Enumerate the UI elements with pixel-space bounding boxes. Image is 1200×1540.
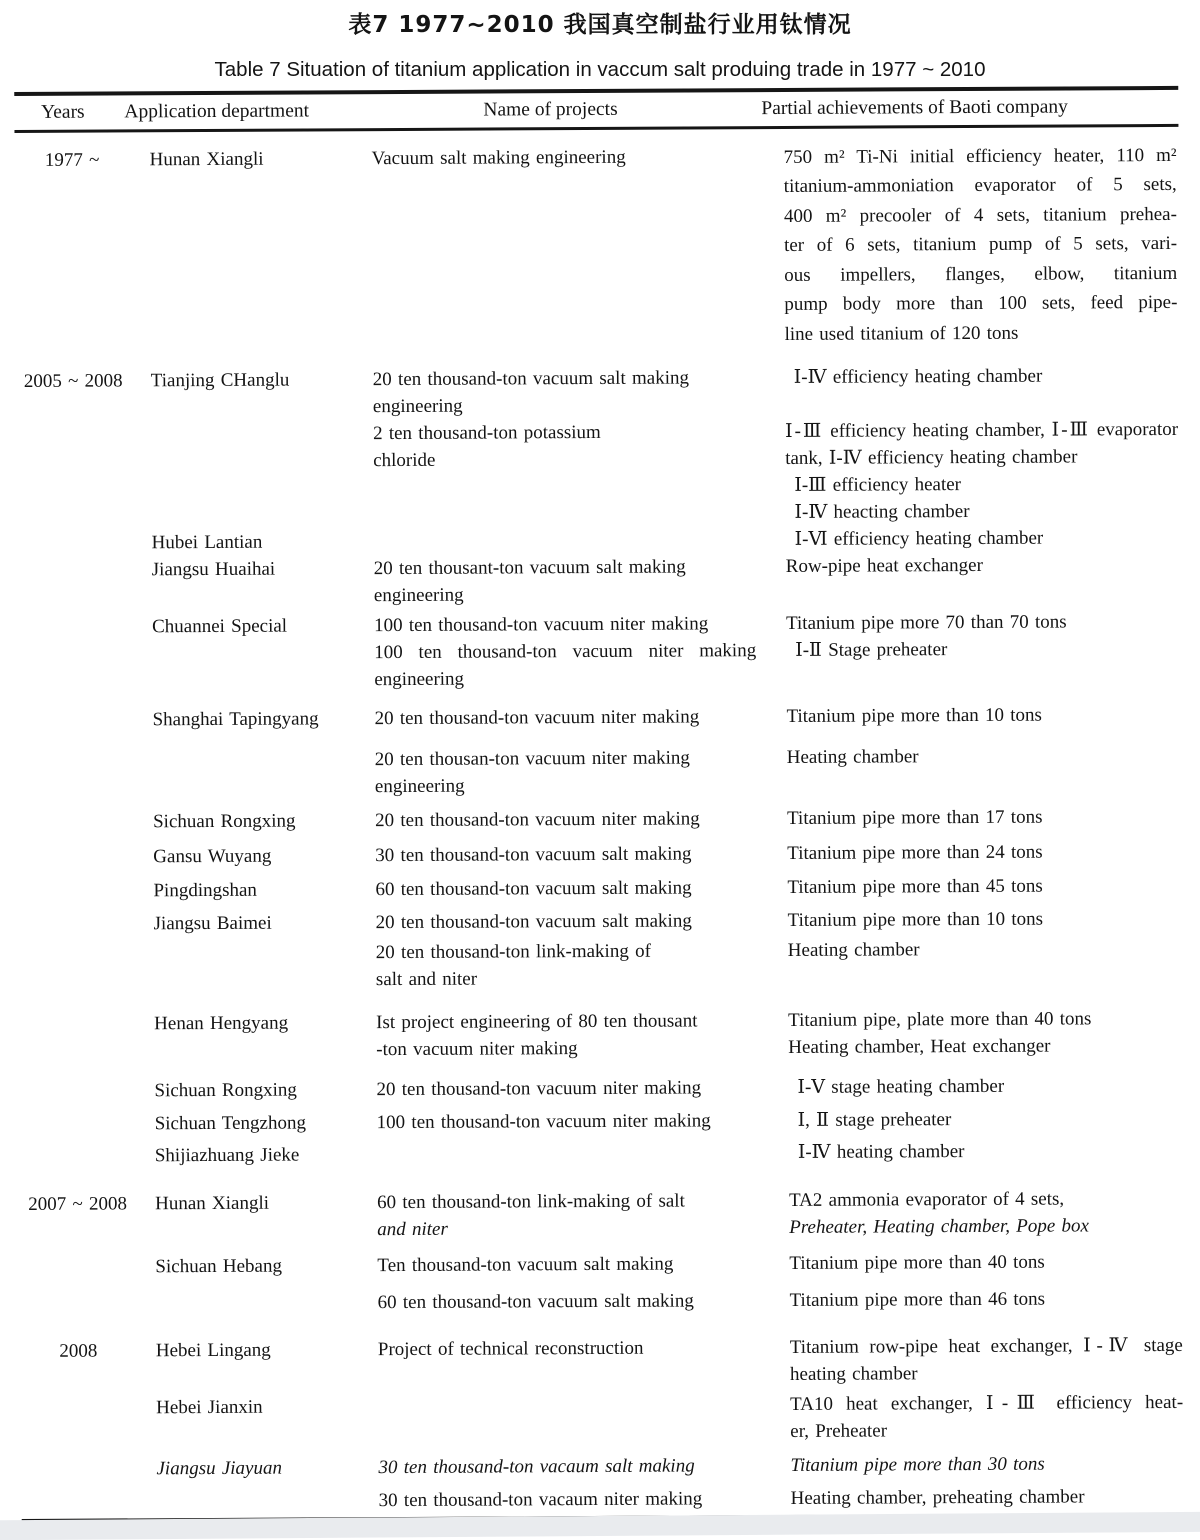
- projects-cell: [374, 610, 786, 639]
- table-row: [15, 140, 1180, 353]
- achievements-cell: [790, 1389, 1185, 1445]
- years-cell: [20, 1190, 155, 1245]
- achievement-line: Titanium pipe more than 10 tons: [787, 908, 1044, 931]
- achievement-line: Heating chamber: [787, 938, 920, 961]
- table-row: [22, 1483, 1186, 1516]
- department-cell: [153, 876, 375, 904]
- achievement-line: Titanium pipe more than 46 tons: [789, 1288, 1046, 1311]
- department-cell: [157, 1487, 379, 1515]
- achievements-cell: [786, 635, 1181, 691]
- years-cell: [20, 1253, 155, 1281]
- achievements-cell: [790, 1332, 1185, 1388]
- achievement-line: ous impellers, flanges, elbow, titanium: [784, 262, 1178, 286]
- achievements-cell: [788, 905, 1183, 934]
- column-header-department: Application department: [124, 100, 310, 123]
- project-line: 20 ten thousand-ton vacuum niter making: [376, 1077, 702, 1100]
- department-name: Sichuan Rongxing: [154, 1079, 297, 1101]
- achievement-line: Ⅰ-Ⅳ heacting chamber: [794, 500, 970, 523]
- project-line: and niter: [377, 1218, 448, 1240]
- achievement-line: Ⅰ-Ⅴ stage heating chamber: [797, 1075, 1005, 1098]
- department-cell: [155, 1109, 377, 1137]
- achievement-line: titanium-ammoniation evaporator of 5 sets,: [783, 174, 1177, 198]
- achievement-line: Ⅰ-Ⅱ Stage preheater: [795, 638, 948, 661]
- years-cell: [19, 1010, 154, 1065]
- achievements-cell: [789, 1137, 1184, 1166]
- achievement-line: 750 m² Ti-Ni initial efficiency heater, 110 m²: [783, 144, 1177, 168]
- achievements-cell: [790, 1450, 1185, 1479]
- projects-cell: [378, 1287, 790, 1316]
- department-cell: [155, 1252, 377, 1280]
- years-cell: [21, 1455, 156, 1483]
- achievements-cell: [788, 935, 1183, 991]
- project-line: engineering: [374, 775, 465, 797]
- achievement-line: 400 m² precooler of 4 sets, titanium prehea-: [783, 203, 1177, 227]
- achievement-line: heating chamber: [789, 1362, 918, 1385]
- project-line: 100 ten thousand-ton vacuum niter making: [376, 1110, 711, 1133]
- department-name: Henan Hengyang: [154, 1012, 289, 1034]
- table-body: [15, 140, 1186, 1515]
- achievement-line: line used titanium of 120 tons: [784, 322, 1019, 346]
- table-row: [16, 416, 1181, 530]
- table-row: [21, 1285, 1185, 1318]
- table-row: [20, 1137, 1184, 1170]
- department-cell: [152, 639, 374, 694]
- department-name: Hubei Lantian: [151, 531, 263, 553]
- achievement-line: Ⅰ-Ⅵ efficiency heating chamber: [794, 527, 1044, 550]
- project-line: 20 ten thousand-ton vacuum niter making: [374, 706, 700, 729]
- years-value: 2005 ~ 2008: [23, 370, 123, 392]
- department-cell: [154, 939, 376, 994]
- department-name: Sichuan Hebang: [155, 1255, 283, 1277]
- achievement-line: Heating chamber: [786, 745, 919, 768]
- achievements-cell: [785, 362, 1180, 418]
- achievements-cell: [786, 701, 1181, 730]
- projects-cell: [375, 874, 787, 903]
- project-line: 60 ten thousand-ton link-making of salt: [377, 1190, 685, 1213]
- years-cell: [21, 1394, 156, 1449]
- project-line: chloride: [373, 449, 436, 471]
- project-line: 100 ten thousand-ton vacuum niter making: [374, 639, 757, 663]
- achievement-line: Titanium pipe more than 17 tons: [787, 806, 1043, 829]
- department-cell: [151, 420, 374, 529]
- achievements-cell: [790, 1285, 1185, 1314]
- years-cell: [17, 529, 152, 557]
- department-cell: [152, 528, 374, 556]
- project-line: engineering: [372, 395, 463, 417]
- achievements-cell: [786, 524, 1181, 553]
- project-line: Ten thousand-ton vacuum salt making: [377, 1253, 674, 1276]
- department-name: Jiangsu Jiayuan: [156, 1457, 283, 1479]
- table-row: [18, 803, 1182, 836]
- years-value: 2007 ~ 2008: [28, 1193, 128, 1215]
- project-line: 2 ten thousand-ton potassium: [372, 421, 601, 444]
- projects-cell: [373, 364, 785, 420]
- table-row: [20, 1248, 1184, 1281]
- achievements-cell: [787, 742, 1182, 798]
- projects-cell: [377, 1139, 789, 1168]
- years-value: 2008: [59, 1340, 98, 1362]
- projects-cell: [378, 1334, 790, 1390]
- project-line: 20 ten thousan-ton vacuum niter making: [374, 747, 690, 770]
- achievements-cell: [787, 838, 1182, 867]
- department-name: Tianjing CHanglu: [150, 369, 290, 391]
- table-row: [20, 1105, 1184, 1138]
- column-header-achievements: Partial achievements of Baoti company: [761, 96, 1068, 120]
- achievement-line: Titanium pipe more than 45 tons: [787, 875, 1043, 898]
- department-cell: [156, 1289, 378, 1317]
- project-line: Ist project engineering of 80 ten thousant: [376, 1010, 698, 1033]
- years-cell: [15, 146, 151, 354]
- department-name: Shijiazhuang Jieke: [154, 1144, 300, 1166]
- department-name: Pingdingshan: [153, 879, 257, 901]
- project-line: 30 ten thousand-ton vacaum salt making: [378, 1455, 695, 1478]
- years-cell: [19, 910, 154, 938]
- achievement-line: Titanium pipe more 70 than 70 tons: [785, 611, 1067, 634]
- projects-cell: [374, 526, 786, 555]
- table-row: [18, 838, 1182, 871]
- project-line: 100 ten thousand-ton vacuum niter making: [373, 613, 709, 636]
- years-cell: [19, 940, 154, 995]
- achievement-line: TA10 heat exchanger, Ⅰ-Ⅲ efficiency heat-: [790, 1391, 1184, 1415]
- achievement-line: Titanium pipe more than 10 tons: [786, 704, 1042, 727]
- achievement-line: Ⅰ-Ⅲ efficiency heater: [794, 473, 962, 496]
- years-cell: [18, 843, 153, 871]
- achievements-cell: [789, 1185, 1184, 1241]
- column-header-projects: Name of projects: [483, 98, 618, 121]
- project-line: 20 ten thousand-ton vacuum salt making: [372, 367, 690, 390]
- department-cell: [153, 746, 375, 801]
- department-cell: [155, 1141, 377, 1169]
- department-cell: [154, 1009, 376, 1064]
- achievements-cell: [788, 1005, 1183, 1061]
- years-cell: [20, 1110, 155, 1138]
- projects-cell: [373, 418, 786, 528]
- project-line: 30 ten thousand-ton vacaum niter making: [378, 1488, 703, 1511]
- department-cell: [150, 145, 373, 353]
- achievements-cell: [784, 140, 1180, 349]
- department-cell: [152, 705, 374, 733]
- project-line: Project of technical reconstruction: [377, 1337, 644, 1360]
- projects-cell: [377, 1187, 789, 1243]
- table-row: [16, 362, 1180, 422]
- department-cell: [151, 366, 373, 421]
- table-row: [17, 551, 1181, 611]
- department-cell: [152, 555, 374, 610]
- years-cell: [17, 640, 152, 695]
- years-cell: [16, 421, 152, 530]
- achievement-line: Ⅰ, Ⅱ stage preheater: [797, 1108, 952, 1131]
- department-cell: [156, 1454, 378, 1482]
- achievements-cell: [786, 608, 1181, 637]
- achievement-line: Ⅰ-Ⅲ efficiency heating chamber, Ⅰ-Ⅲ evaporator: [784, 418, 1179, 442]
- department-name: Hebei Lingang: [155, 1339, 271, 1361]
- achievements-cell: [791, 1483, 1186, 1512]
- table-row: [17, 635, 1181, 695]
- projects-cell: [379, 1485, 791, 1514]
- project-line: -ton vacuum niter making: [376, 1037, 578, 1060]
- project-line: engineering: [373, 584, 464, 606]
- table-title-chinese: 表7 1977~2010 我国真空制盐行业用钛情况: [348, 12, 852, 38]
- department-name: Jiangsu Baimei: [153, 912, 272, 934]
- achievement-line: Ⅰ-Ⅳ efficiency heating chamber: [793, 365, 1043, 388]
- table-row: [20, 1185, 1184, 1245]
- years-cell: [17, 706, 152, 734]
- years-cell: [17, 556, 152, 611]
- department-cell: [153, 842, 375, 870]
- table-row: [17, 701, 1181, 734]
- table-title-english: Table 7 Situation of titanium application in vaccum salt produing trade in 1977 ~ 2010: [214, 58, 986, 81]
- years-cell: [21, 1290, 156, 1318]
- achievements-cell: [787, 872, 1182, 901]
- achievement-line: TA2 ammonia evaporator of 4 sets,: [789, 1188, 1065, 1211]
- years-cell: [21, 1337, 156, 1392]
- achievement-line: er, Preheater: [790, 1420, 888, 1442]
- projects-cell: [374, 637, 786, 693]
- projects-cell: [378, 1391, 790, 1447]
- department-name: Hunan Xiangli: [149, 148, 264, 170]
- achievements-cell: [787, 803, 1182, 832]
- table-row: [19, 935, 1183, 995]
- years-cell: [22, 1488, 157, 1516]
- projects-cell: [377, 1250, 789, 1279]
- table-captions: [0, 0, 1200, 84]
- project-line: 20 ten thousand-ton vacuum niter making: [375, 808, 700, 831]
- department-name: Gansu Wuyang: [153, 845, 272, 867]
- achievement-line: Titanium pipe more than 30 tons: [790, 1453, 1045, 1476]
- years-value: 1977 ~: [44, 149, 100, 171]
- achievements-cell: [789, 1105, 1184, 1134]
- department-name: Shanghai Tapingyang: [152, 708, 319, 730]
- achievement-line: Titanium row-pipe heat exchanger, Ⅰ-Ⅳ stage: [789, 1334, 1183, 1358]
- department-name: Hunan Xiangli: [155, 1192, 270, 1214]
- project-line: 30 ten thousand-ton vacuum salt making: [375, 843, 692, 866]
- table-row: [21, 1450, 1185, 1483]
- achievement-line: tank, Ⅰ-Ⅳ efficiency heating chamber: [785, 446, 1078, 469]
- achievement-line: Titanium pipe more than 24 tons: [787, 841, 1043, 864]
- project-line: Vacuum salt making engineering: [371, 146, 626, 169]
- department-cell: [152, 612, 374, 640]
- department-cell: [153, 807, 375, 835]
- department-name: Sichuan Tengzhong: [154, 1112, 306, 1134]
- projects-cell: [374, 553, 786, 609]
- achievement-line: Heating chamber, preheating chamber: [790, 1486, 1085, 1509]
- years-cell: [16, 367, 151, 422]
- achievement-line: pump body more than 100 sets, feed pipe-: [784, 292, 1178, 316]
- column-header-years: Years: [41, 101, 85, 123]
- table-row: [18, 872, 1182, 905]
- department-name: Jiangsu Huaihai: [151, 558, 276, 580]
- projects-cell: [376, 937, 788, 993]
- project-line: 20 ten thousand-ton vacuum salt making: [375, 910, 692, 933]
- projects-cell: [376, 1007, 788, 1063]
- projects-cell: [374, 703, 786, 732]
- achievement-line: Titanium pipe, plate more than 40 tons: [788, 1008, 1092, 1031]
- achievement-line: Preheater, Heating chamber, Pope box: [789, 1215, 1089, 1238]
- table-row: [19, 905, 1183, 938]
- project-line: engineering: [374, 668, 465, 690]
- years-cell: [18, 747, 153, 802]
- achievements-cell: [788, 1072, 1183, 1101]
- years-cell: [18, 877, 153, 905]
- years-cell: [19, 1077, 154, 1105]
- achievement-line: Heating chamber, Heat exchanger: [788, 1035, 1051, 1058]
- projects-cell: [375, 744, 787, 800]
- achievement-line: Titanium pipe more than 40 tons: [789, 1251, 1045, 1274]
- department-cell: [156, 1393, 378, 1448]
- achievement-line: ter of 6 sets, titanium pump of 5 sets, vari-: [784, 233, 1178, 257]
- projects-cell: [376, 907, 788, 936]
- projects-cell: [375, 805, 787, 834]
- department-name: Hebei Jianxin: [156, 1396, 263, 1418]
- department-name: Sichuan Rongxing: [153, 810, 296, 832]
- department-cell: [155, 1189, 377, 1244]
- achievements-cell: [786, 551, 1181, 607]
- achievements-cell: [789, 1248, 1184, 1277]
- table-row: [21, 1389, 1185, 1449]
- department-cell: [156, 1336, 378, 1391]
- project-line: salt and niter: [375, 968, 478, 990]
- table-row: [19, 1005, 1183, 1065]
- achievements-cell: [785, 416, 1181, 526]
- projects-cell: [372, 142, 785, 351]
- project-line: 20 ten thousand-ton link-making of: [375, 940, 651, 963]
- years-cell: [17, 613, 152, 641]
- achievement-line: Ⅰ-Ⅳ heating chamber: [797, 1140, 965, 1163]
- department-cell: [154, 1076, 376, 1104]
- projects-cell: [377, 1107, 789, 1136]
- years-cell: [20, 1142, 155, 1170]
- years-cell: [18, 808, 153, 836]
- table-row: [21, 1332, 1185, 1392]
- project-line: 60 ten thousand-ton vacuum salt making: [377, 1290, 694, 1313]
- project-line: 20 ten thousant-ton vacuum salt making: [373, 556, 686, 579]
- table-row: [18, 742, 1182, 802]
- projects-cell: [375, 840, 787, 869]
- department-name: Chuannei Special: [151, 615, 288, 637]
- projects-cell: [378, 1452, 790, 1481]
- table-row: [19, 1072, 1183, 1105]
- data-table: [14, 86, 1185, 1523]
- projects-cell: [376, 1074, 788, 1103]
- achievement-line: Row-pipe heat exchanger: [785, 554, 983, 577]
- department-cell: [154, 909, 376, 937]
- project-line: 60 ten thousand-ton vacuum salt making: [375, 877, 692, 900]
